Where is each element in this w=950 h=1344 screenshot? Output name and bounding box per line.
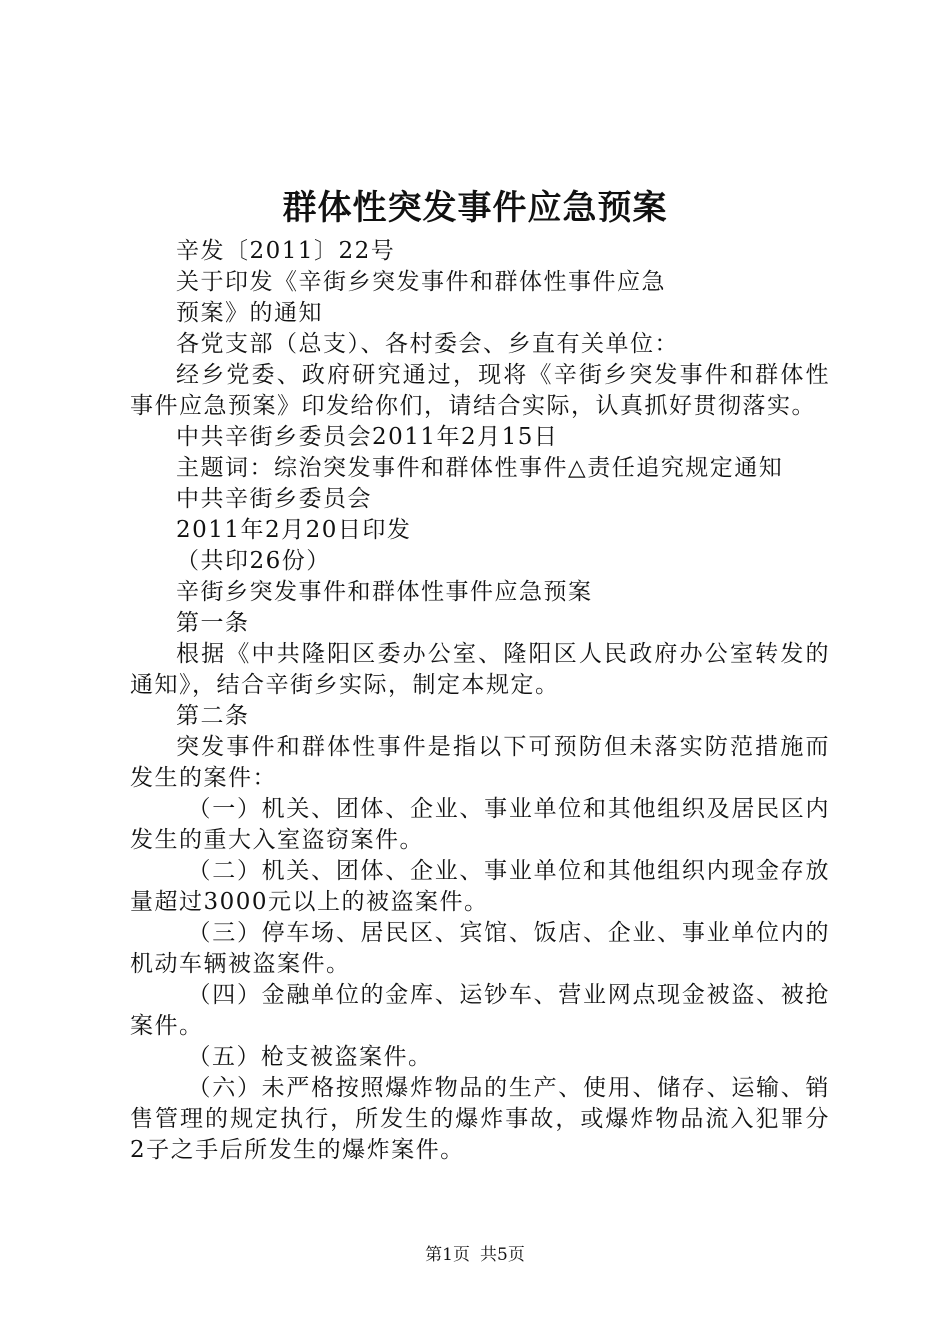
article-2-item-4: （四）金融单位的金库、运钞车、营业网点现金被盗、被抢案件。 (130, 982, 830, 1039)
article-1-heading: 第一条 (176, 610, 250, 636)
issuer-date: 中共辛街乡委员会2011年2月15日 (176, 424, 559, 450)
article-2-item-1: （一）机关、团体、企业、事业单位和其他组织及居民区内发生的重大入室盗窃案件。 (130, 796, 830, 853)
document-body (130, 236, 830, 1166)
article-2-item-2: （二）机关、团体、企业、事业单位和其他组织内现金存放量超过3000元以上的被盗案件。 (130, 858, 830, 915)
article-2-item-3: （三）停车场、居民区、宾馆、饭店、企业、事业单位内的机动车辆被盗案件。 (130, 920, 830, 977)
issuer: 中共辛街乡委员会 (176, 486, 372, 512)
article-2-text: 突发事件和群体性事件是指以下可预防但未落实防范措施而发生的案件： (130, 734, 830, 791)
print-date: 2011年2月20日印发 (176, 517, 412, 543)
article-1-text: 根据《中共隆阳区委办公室、隆阳区人民政府办公室转发的通知》，结合辛街乡实际，制定本规定。 (130, 641, 830, 698)
article-2-heading: 第二条 (176, 703, 250, 729)
page-total: 共5页 (480, 1245, 525, 1265)
subject-keywords: 主题词：综治突发事件和群体性事件△责任追究规定通知 (176, 455, 784, 481)
document-title: 群体性突发事件应急预案 (282, 188, 668, 228)
page-number: 第1页 (425, 1245, 470, 1265)
article-2-item-6: （六）未严格按照爆炸物品的生产、使用、储存、运输、销售管理的规定执行，所发生的爆炸事故，或爆炸物品流入犯罪分2子之手后所发生的爆炸案件。 (130, 1075, 830, 1163)
doc-number: 辛发〔2011〕22号 (176, 238, 396, 264)
notice-heading-line-2: 预案》的通知 (176, 300, 323, 326)
notice-body: 经乡党委、政府研究通过，现将《辛街乡突发事件和群体性事件应急预案》印发给你们，请结合实际，认真抓好贯彻落实。 (130, 362, 830, 419)
print-copies: （共印26份） (176, 548, 331, 574)
addressee: 各党支部（总支）、各村委会、乡直有关单位： (176, 331, 679, 357)
notice-heading-line-1: 关于印发《辛街乡突发事件和群体性事件应急 (176, 269, 666, 295)
plan-title: 辛街乡突发事件和群体性事件应急预案 (176, 579, 593, 605)
page-footer (0, 1244, 950, 1266)
article-2-item-5: （五）枪支被盗案件。 (187, 1044, 433, 1070)
